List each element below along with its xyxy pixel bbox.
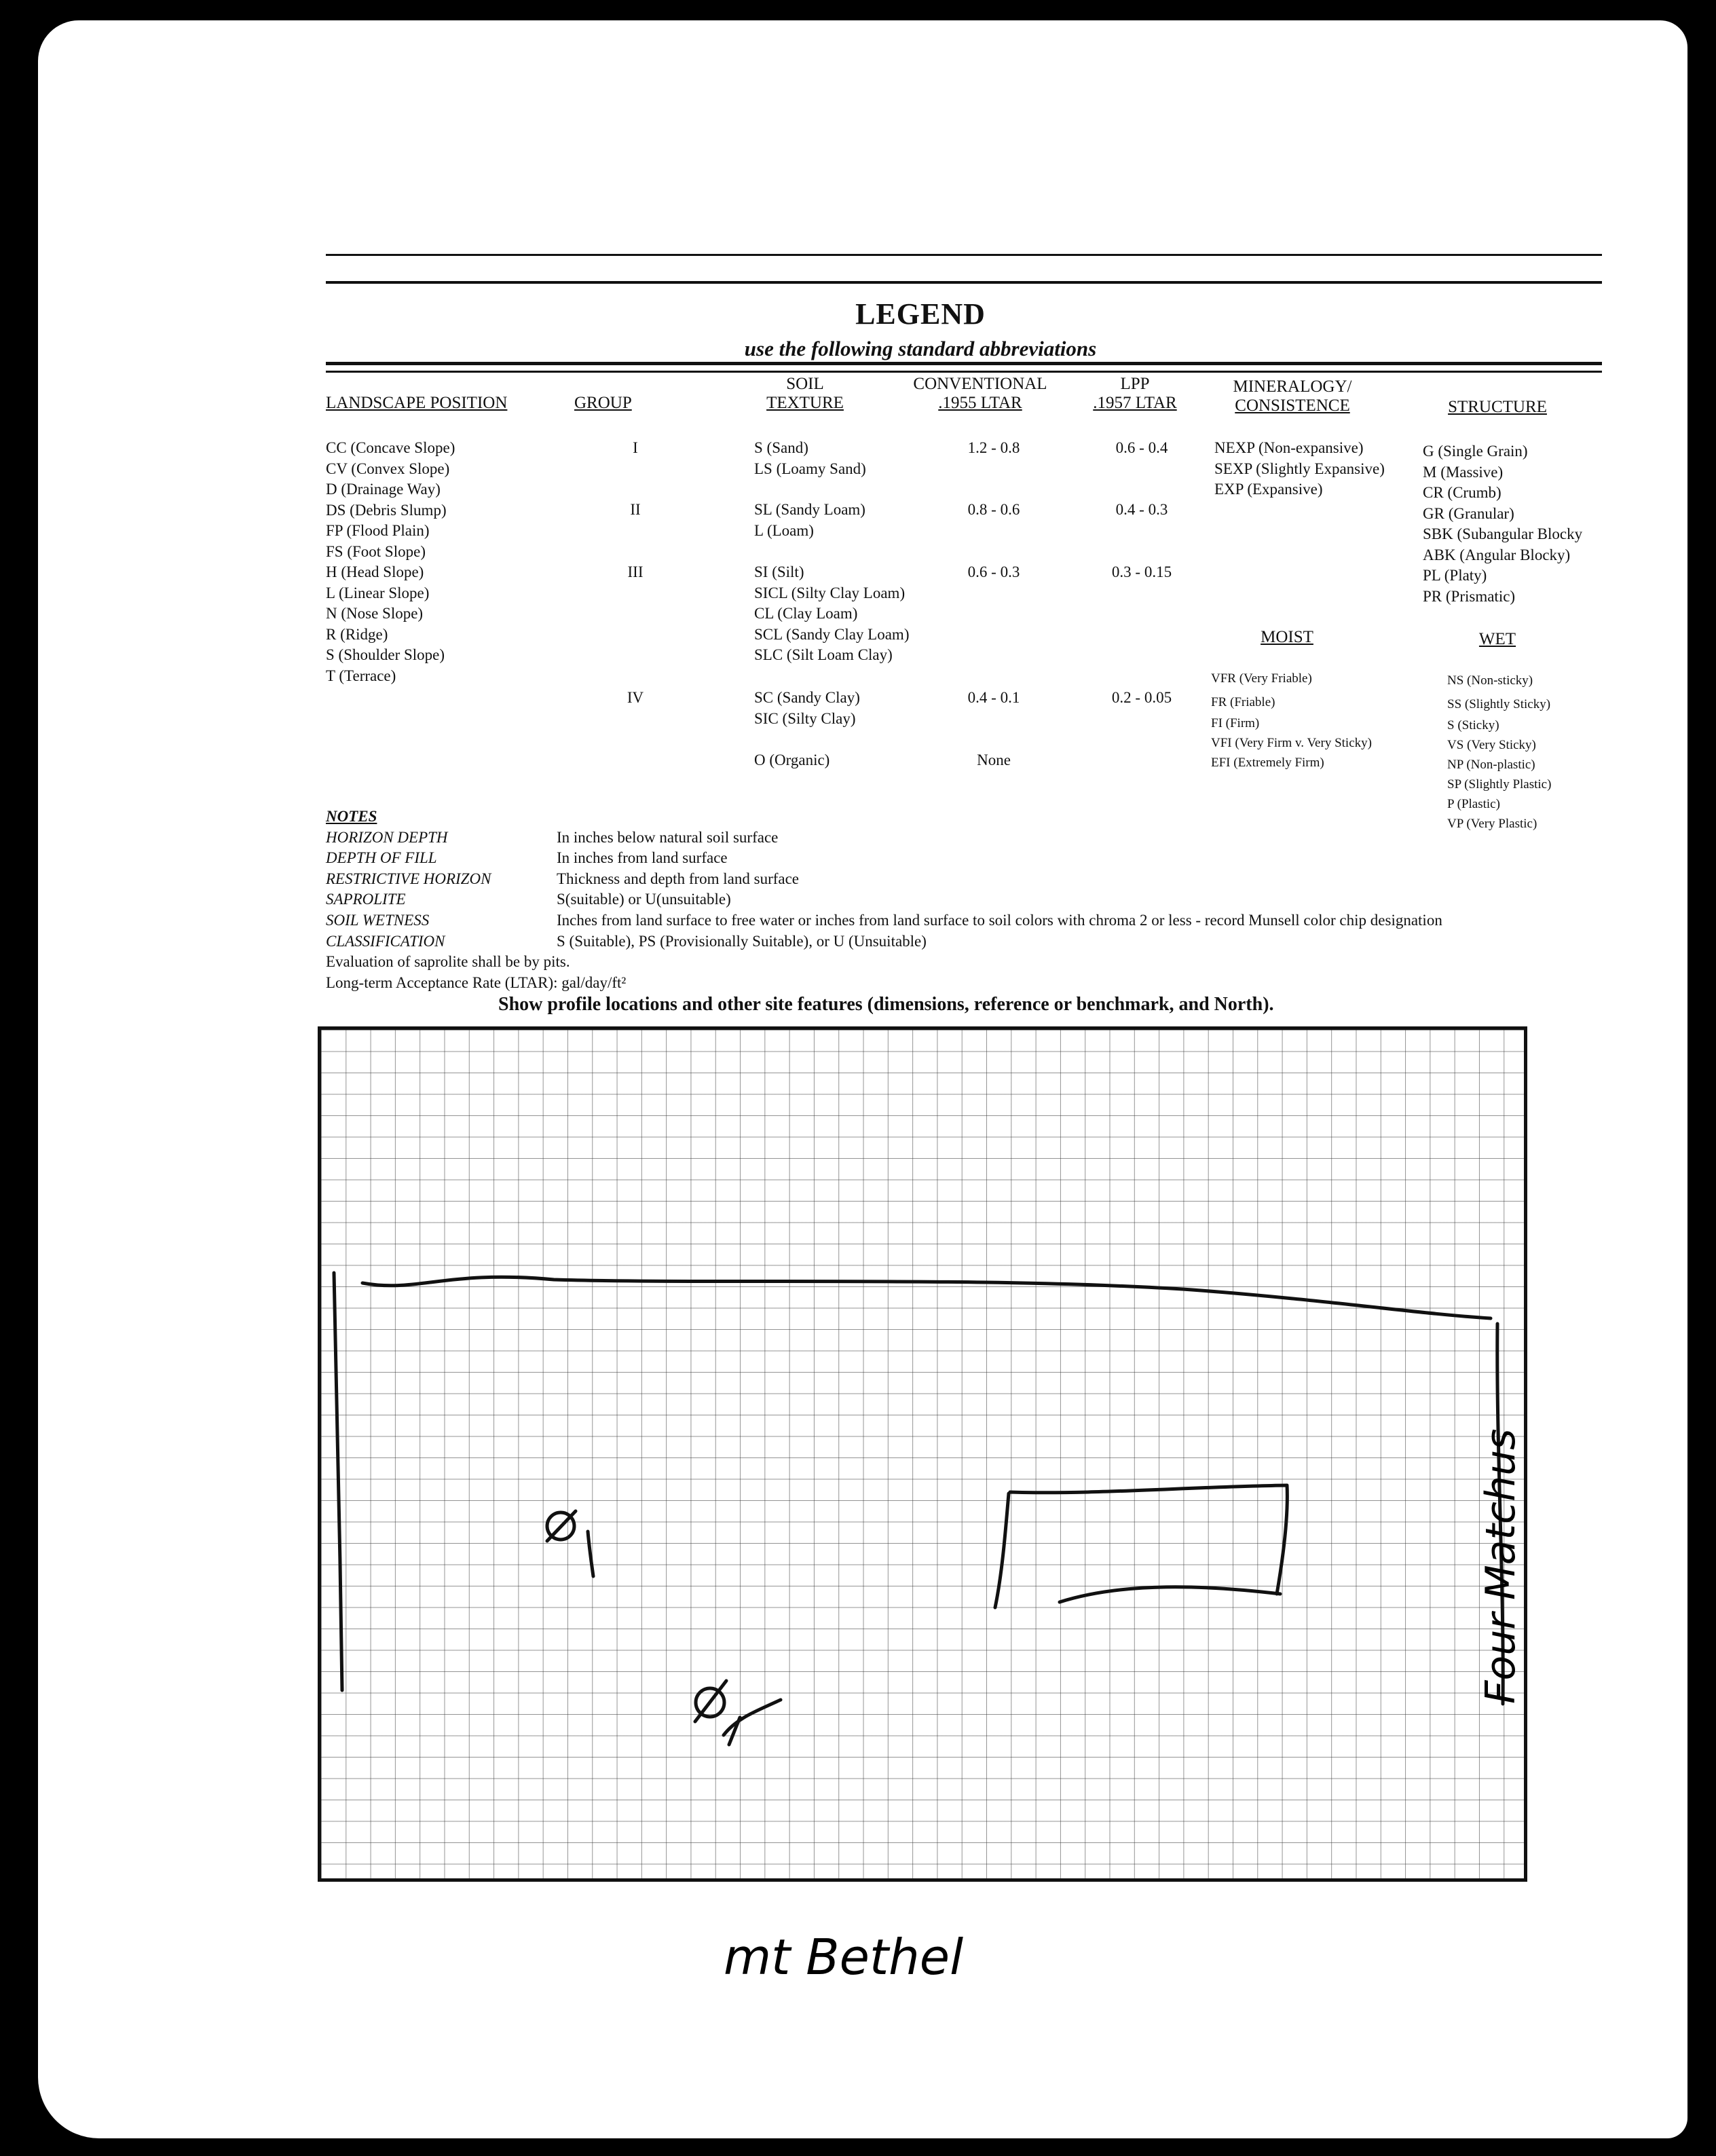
- note-text: Thickness and depth from land surface: [557, 870, 800, 887]
- handwritten-sketch: [38, 20, 1687, 2138]
- house-outline: [995, 1485, 1287, 1607]
- list-item: LS (Loamy Sand): [754, 460, 866, 477]
- list-item: VS (Very Sticky): [1447, 738, 1536, 752]
- list-item: N (Nose Slope): [326, 605, 424, 622]
- legend-subtitle: use the following standard abbreviations: [744, 337, 1097, 360]
- group-III: III: [627, 563, 644, 580]
- document-page: [38, 20, 1687, 2138]
- note-label: DEPTH OF FILL: [326, 849, 437, 867]
- list-item: P (Plastic): [1447, 797, 1500, 811]
- lpp-ltar-1: 0.6 - 0.4: [1115, 439, 1168, 456]
- header-lpp-line2: .1957 LTAR: [1093, 394, 1177, 412]
- list-item: SBK (Subangular Blocky: [1423, 525, 1583, 542]
- note-ltar-units: Long-term Acceptance Rate (LTAR): gal/day/ft²: [326, 973, 627, 991]
- list-item: NP (Non-plastic): [1447, 758, 1535, 772]
- conv-ltar-1: 1.2 - 0.8: [967, 439, 1020, 456]
- list-item: EFI (Extremely Firm): [1211, 756, 1324, 770]
- header-conv-line1: CONVENTIONAL: [913, 375, 1047, 393]
- list-item: SC (Sandy Clay): [754, 689, 860, 706]
- location-caption: mt Bethel: [724, 1929, 964, 1986]
- note-label: RESTRICTIVE HORIZON: [326, 870, 491, 887]
- header-conv-line2: .1955 LTAR: [938, 394, 1022, 412]
- list-item: NS (Non-sticky): [1447, 673, 1533, 688]
- header-wet-label: WET: [1478, 630, 1516, 648]
- list-item: G (Single Grain): [1423, 443, 1528, 460]
- note-text: In inches below natural soil surface: [557, 828, 779, 846]
- list-item: VP (Very Plastic): [1447, 817, 1537, 831]
- list-item: PR (Prismatic): [1423, 587, 1516, 605]
- list-item: SICL (Silty Clay Loam): [754, 584, 906, 601]
- list-item: FP (Flood Plain): [326, 522, 430, 539]
- list-item: GR (Granular): [1423, 504, 1514, 522]
- header-lpp-line1: LPP: [1120, 375, 1150, 393]
- list-item: FR (Friable): [1211, 695, 1275, 709]
- lpp-ltar-4: 0.2 - 0.05: [1111, 689, 1172, 706]
- list-item: CC (Concave Slope): [326, 439, 455, 456]
- notes-heading: NOTES: [326, 808, 377, 825]
- header-soil-line2: TEXTURE: [766, 394, 844, 412]
- lpp-ltar-3: 0.3 - 0.15: [1111, 563, 1172, 580]
- site-features-instruction: Show profile locations and other site features (dimensions, reference or benchmark, and North).: [498, 994, 1274, 1015]
- lpp-ltar-2: 0.4 - 0.3: [1115, 501, 1168, 518]
- list-item: PL (Platy): [1423, 567, 1487, 584]
- header-structure-label: STRUCTURE: [1448, 398, 1547, 416]
- list-item: S (Sand): [754, 439, 808, 456]
- header-min-line2: CONSISTENCE: [1235, 396, 1350, 415]
- list-item: ABK (Angular Blocky): [1423, 546, 1571, 563]
- note-text: S(suitable) or U(unsuitable): [557, 891, 731, 908]
- list-item: SEXP (Slightly Expansive): [1214, 460, 1385, 477]
- list-item: CV (Convex Slope): [326, 460, 450, 477]
- list-item: D (Drainage Way): [326, 481, 441, 498]
- list-item: FI (Firm): [1211, 716, 1260, 730]
- list-item: S (Sticky): [1447, 718, 1499, 732]
- header-moist-label: MOIST: [1261, 628, 1313, 646]
- list-item: M (Massive): [1423, 463, 1504, 481]
- legend-title: LEGEND: [855, 297, 986, 331]
- list-item: SI (Silt): [754, 563, 804, 580]
- group-II: II: [630, 501, 641, 518]
- list-item: L (Loam): [754, 521, 814, 539]
- soil-texture-organic: O (Organic): [754, 751, 830, 768]
- list-item: SLC (Silt Loam Clay): [754, 646, 893, 663]
- header-soil-line1: SOIL: [786, 375, 824, 393]
- header-landscape-label: LANDSCAPE POSITION: [326, 394, 508, 412]
- marker-1-label: 1: [585, 1579, 586, 1580]
- header-group-label: GROUP: [574, 394, 632, 412]
- road-left-edge: [334, 1273, 342, 1690]
- list-item: S (Shoulder Slope): [326, 646, 445, 663]
- list-item: VFR (Very Friable): [1211, 671, 1312, 686]
- list-item: L (Linear Slope): [326, 584, 430, 601]
- profile-marker-1-digit: [588, 1531, 593, 1576]
- list-item: SS (Slightly Sticky): [1447, 697, 1551, 711]
- group-IV: IV: [627, 689, 644, 706]
- list-item: FS (Foot Slope): [326, 542, 426, 560]
- conv-ltar-3: 0.6 - 0.3: [967, 563, 1020, 580]
- note-text: In inches from land surface: [557, 849, 728, 867]
- list-item: DS (Debris Slump): [326, 501, 447, 519]
- list-item: T (Terrace): [326, 667, 396, 684]
- note-label: HORIZON DEPTH: [326, 828, 448, 846]
- note-text: S (Suitable), PS (Provisionally Suitable), or U (Unsuitable): [557, 932, 927, 950]
- profile-marker-2-digit: [724, 1700, 781, 1745]
- list-item: EXP (Expansive): [1214, 481, 1323, 498]
- conv-ltar-2: 0.8 - 0.6: [967, 501, 1020, 518]
- list-item: H (Head Slope): [326, 563, 424, 580]
- note-saprolite-pits: Evaluation of saprolite shall be by pits.: [326, 953, 570, 971]
- list-item: NEXP (Non-expansive): [1214, 439, 1364, 456]
- group-I: I: [633, 439, 638, 456]
- list-item: VFI (Very Firm v. Very Sticky): [1211, 736, 1372, 750]
- road-label: Four Matchus: [1477, 1428, 1525, 1704]
- road-line: [362, 1277, 1491, 1318]
- note-label: CLASSIFICATION: [326, 932, 445, 950]
- list-item: SIC (Silty Clay): [754, 709, 856, 727]
- note-label: SOIL WETNESS: [326, 911, 430, 929]
- note-label: SAPROLITE: [326, 891, 406, 908]
- list-item: SCL (Sandy Clay Loam): [754, 625, 910, 643]
- conv-ltar-4: 0.4 - 0.1: [967, 689, 1020, 706]
- list-item: SP (Slightly Plastic): [1447, 777, 1552, 792]
- list-item: R (Ridge): [326, 625, 388, 643]
- header-min-line1: MINERALOGY/: [1233, 377, 1352, 396]
- note-text: Inches from land surface to free water or inches from land surface to soil colors with chroma 2 or less - record Munsell color chip designation: [557, 911, 1442, 929]
- conv-ltar-5: None: [977, 751, 1011, 768]
- list-item: CL (Clay Loam): [754, 605, 858, 622]
- list-item: CR (Crumb): [1423, 484, 1502, 501]
- list-item: SL (Sandy Loam): [754, 501, 865, 518]
